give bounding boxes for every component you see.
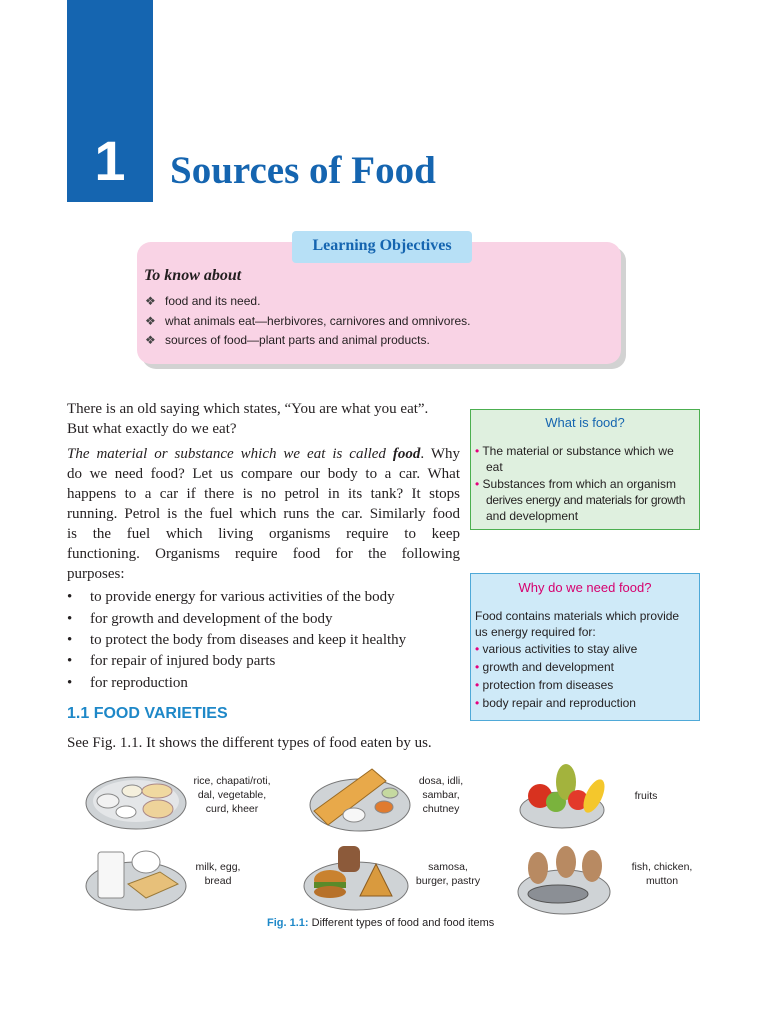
bullet-icon: • bbox=[475, 660, 480, 674]
objective-item: ❖ what animals eat—herbivores, carnivores and omnivores. bbox=[145, 314, 471, 328]
diamond-bullet-icon: ❖ bbox=[145, 333, 156, 347]
what-is-food-item: • The material or substance which we eat bbox=[475, 444, 674, 474]
thali-illustration bbox=[84, 767, 188, 831]
bullet-icon: • bbox=[475, 642, 480, 656]
milk-bread-illustration bbox=[82, 842, 188, 912]
why-need-food-item: • protection from diseases bbox=[475, 678, 614, 692]
meat-fish-illustration bbox=[514, 838, 612, 918]
bullet-icon: • bbox=[475, 678, 480, 692]
purpose-item: • for growth and development of the body bbox=[67, 611, 333, 627]
paragraph-intro: There is an old saying which states, “You are what you eat”. But what exactly do we eat? bbox=[67, 401, 429, 437]
purpose-item: • to protect the body from diseases and keep it healthy bbox=[67, 632, 407, 648]
why-need-food-item: • body repair and reproduction bbox=[475, 696, 636, 710]
why-need-food-intro: Food contains materials which provide us energy required for: bbox=[475, 609, 680, 639]
purpose-item: • for repair of injured body parts bbox=[67, 653, 276, 669]
objective-item: ❖ food and its need. bbox=[145, 294, 261, 308]
why-need-food-title: Why do we need food? bbox=[518, 580, 652, 595]
figure-caption: Fig. 1.1: Different types of food and food items bbox=[267, 917, 495, 929]
purpose-item: • to provide energy for various activities of the body bbox=[67, 589, 395, 605]
burger-samosa-illustration bbox=[300, 840, 410, 912]
diamond-bullet-icon: ❖ bbox=[145, 294, 156, 308]
food-label: fruits bbox=[634, 790, 658, 802]
food-label: dosa, idli, sambar, chutney bbox=[418, 775, 464, 815]
what-is-food-title: What is food? bbox=[545, 415, 625, 430]
bullet-icon: • bbox=[475, 444, 480, 458]
learning-objectives-subheading: To know about bbox=[144, 267, 242, 284]
what-is-food-item: • Substances from which an organism derives energy and materials for growth and development bbox=[475, 477, 686, 523]
bullet-icon: • bbox=[475, 696, 480, 710]
purpose-item: • for reproduction bbox=[67, 675, 188, 691]
food-label: rice, chapati/roti, dal, vegetable, curd, kheer bbox=[193, 775, 271, 815]
chapter-title: Sources of Food bbox=[170, 149, 436, 192]
section-text: See Fig. 1.1. It shows the different types of food eaten by us. bbox=[67, 735, 432, 751]
diamond-bullet-icon: ❖ bbox=[145, 314, 156, 328]
why-need-food-item: • growth and development bbox=[475, 660, 614, 674]
fruits-illustration bbox=[516, 760, 612, 832]
food-label: fish, chicken, mutton bbox=[631, 861, 693, 887]
bullet-icon: • bbox=[475, 477, 480, 491]
paragraph-definition: The material or substance which we eat is called food. Why do we need food? Let us compare our body to a car. What happens to a car if there is no petrol in its tank? It stops running. Petrol is the fuel which runs the car. Similarly food is the fuel which living organisms require to keep functioning. Organisms require food for the following purposes: bbox=[67, 446, 460, 582]
food-label: samosa, burger, pastry bbox=[415, 861, 481, 887]
section-heading: 1.1 FOOD VARIETIES bbox=[67, 705, 228, 722]
objective-item: ❖ sources of food—plant parts and animal products. bbox=[145, 333, 430, 347]
food-label: milk, egg, bread bbox=[195, 861, 241, 887]
why-need-food-item: • various activities to stay alive bbox=[475, 642, 638, 656]
dosa-illustration bbox=[302, 763, 412, 835]
learning-objectives-title: Learning Objectives bbox=[292, 231, 472, 263]
chapter-number: 1 bbox=[94, 129, 126, 192]
